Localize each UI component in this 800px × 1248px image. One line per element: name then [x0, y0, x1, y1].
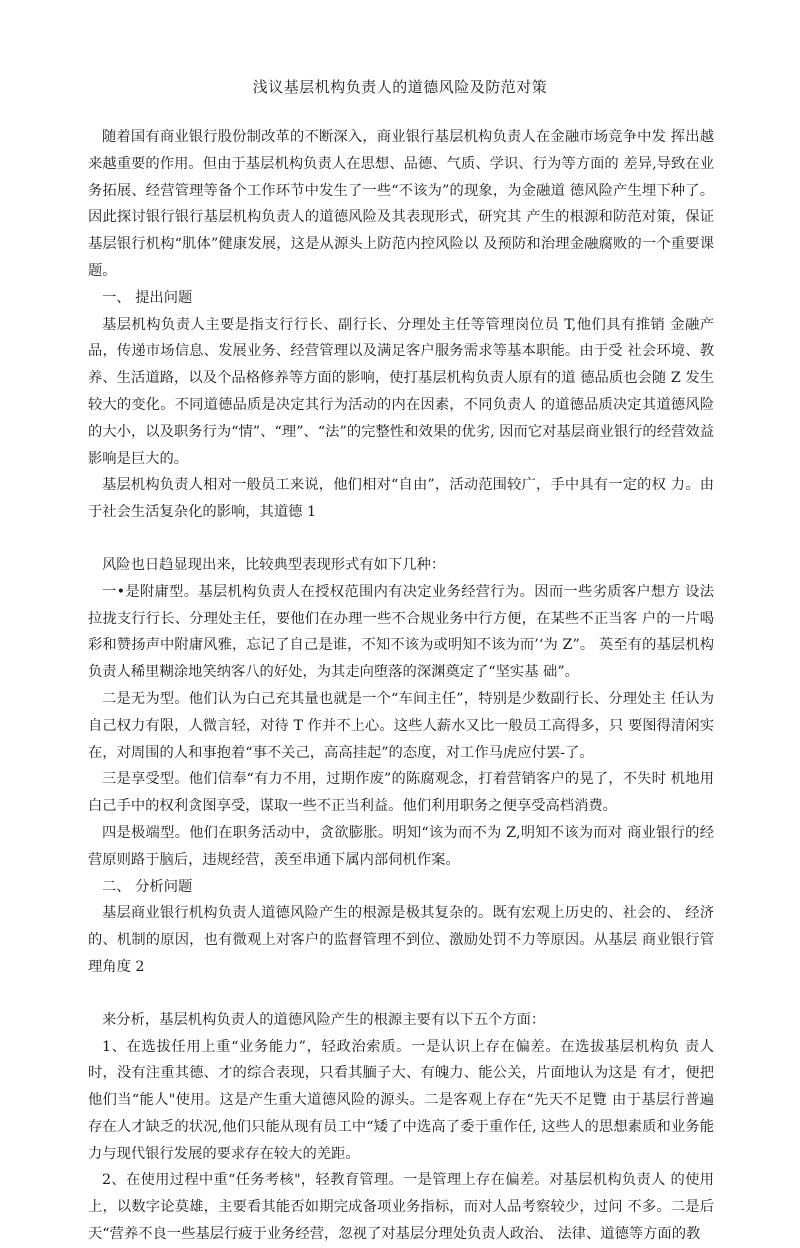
paragraph: 风险也日趋显现出来，比较典型表现形式有如下几种： — [102, 556, 446, 573]
paragraph: 2、在使用过程中重“任务考核"，轻教育管理。一是管理上存在偏差。对基层机构负责人 的使用上，以数字论莫雄，主要看其能否如期完成备项业务指标，而对人品考察较少，过问 不多。二是后天“营养不良一些基层行疲于业务经营，忽视了对基层分理处负责人政治、 法律、道德等方面的教 — [88, 1172, 714, 1243]
section-heading: 二、 分析问题 — [102, 878, 193, 895]
paragraph: 三是享受型。他们信奉“有力不用，过期作废”的陈腐观念，打着营销客户的晃了，不失时 机地用白己手中的权利贪图享受，谋取一些不正当利益。他们利用职务之便享受高档消费。 — [88, 771, 714, 815]
paragraph: 基层商业银行机构负责人道德风险产生的根源是极其复杂的。既有宏观上历史的、社会的、 经济的、机制的原因，也有微观上对客户的监督管理不到位、激励处罚不力等原因。从基层 商业银行管理角度 2 — [88, 905, 714, 975]
paragraph: 1、在选拔任用上重“业务能力”，轻政治索质。一是认识上存在偏差。在选拔基层机构负 责人时，没有注重其德、才的综合表现，只看其腼子大、有魄力、能公关，片面地认为这是 有才，便把他们当“能人"使用。这是产生重大道德风险的源头。二是客观上存在“先天不足覽 由于基层行普遍存在人才缺乏的状况,他们只能从现有员工中“矮了中选高了委于重作任, 这些人的思想素质和业务能力与现代银行发展的要求存在较大的羌距。 — [88, 1038, 714, 1162]
paragraph: 来分析，基层机构负责人的道德风险产生的根源主要有以下五个方面： — [102, 1011, 546, 1028]
paragraph: 随着国有商业银行股份制改革的不断深入，商业银行基层机构负责人在金融市场竞争中发 挥出越来越重要的作用。但由于基层机构负责人在思想、品德、气质、学识、行为等方面的 差异,导致在业务拓展、经营管理等备个工作环节中发生了一些“不该为”的现象，为金融道 德风险产生埋下种了。因此探讨银行银行基层机构负责人的道德风险及其表现形式，研究其 产生的根源和防范对策，保证基层银行机构“肌体”健康发展，这是从源头上防范内控风险以 及预防和治理金融腐败的一个重要课题。 — [88, 129, 714, 279]
section-heading: 一、 提出问题 — [102, 289, 193, 306]
document-title: 浅议基层机构负责人的道德风险及防范对策 — [252, 78, 548, 96]
paragraph: 一•是附庸型。基层机构负责人在授权范围内有决定业务经营行为。因而一些劣质客户想方 设法拉拢支行行长、分理处主任，要他们在办理一些不合规业务中行方便，在某些不正当客 户的一片喝彩和赞扬声中附庸风雅，忘记了自己是谁，不知不该为或明知不该为而’‘为 Z”。 英至有的基层机构负责人稀里糊涂地笑纳客八的好处，为其走向堕落的深渊奠定了“坚实基 础”。 — [88, 583, 714, 681]
paragraph: 二是无为型。他们认为白己充其量也就是一个“车间主任”，特别是少数副行长、分理处主 任认为自己权力有限，人微言轻，对待 T 作并不上心。这些人薪水又比一般员工高得多，只 要图得清闲实在，对周围的人和事抱着“事不关己，高高挂起”的态度，对工作马虎应付罢-了。 — [88, 690, 714, 761]
paragraph: 四是极端型。他们在职务活动中，贪欲膨胀。明知“该为而不为 Z,明知不该为而对 商业银行的经营原则路于脑后，违规经营，羡至串通下属内部伺机作案。 — [88, 824, 714, 868]
paragraph: 基层机构负责人主要是指支行行长、副行长、分理处主任等管理岗位员 T,他们具有推销 金融产品，传递市场信息、发展业务、经营管理以及满足客户服务需求等基本职能。由于受 社会环境、教养、生活道路，以及个品格修养等方面的影响，使打基层机构负责人原有的道 德品质也会随 Z 发生较大的变化。不同道德品质是决定其行为活动的内在因素，不同负责人 的道德品质决定其道德风险的大小，以及职务行为“情”、“理”、“法”的完整性和效果的优劣, 因而它对基层商业银行的经营效益影响是巨大的。 — [88, 316, 714, 467]
document-body — [88, 124, 714, 1248]
paragraph: 基层机构负责人相对一般员工来说，他们相对“自由”，活动范围较广，手中具有一定的权 力。由于社会生活复杂化的影响，其道德 1 — [88, 477, 714, 521]
